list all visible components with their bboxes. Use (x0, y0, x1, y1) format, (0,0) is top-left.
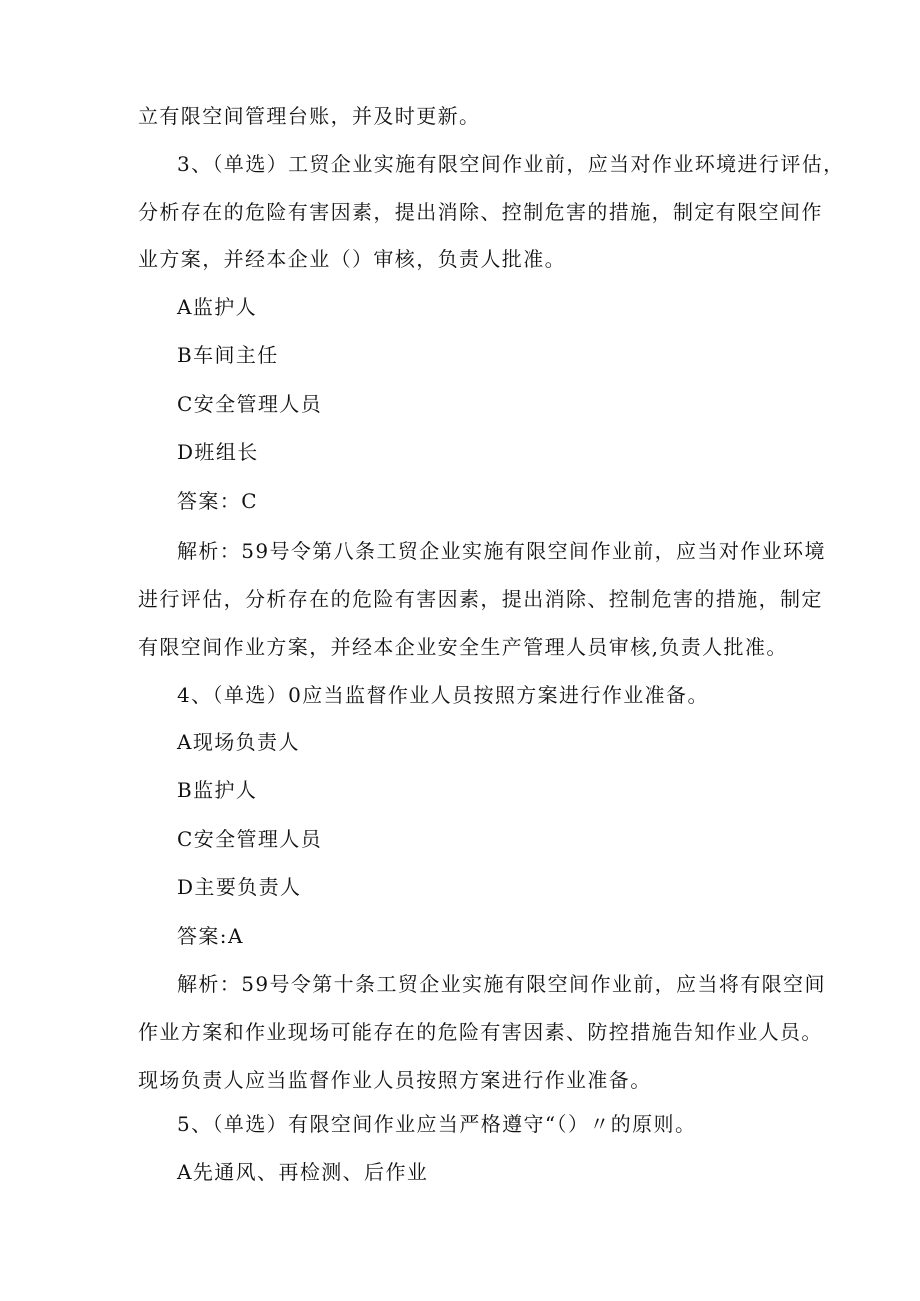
question-4-analysis-line-2: 作业方案和作业现场可能存在的危险有害因素、防控措施告知作业人员。 (138, 1020, 823, 1044)
question-3-analysis-line-2: 进行评估，分析存在的危险有害因素，提出消除、控制危害的措施，制定 (138, 587, 823, 611)
question-3-option-b: B车间主任 (177, 343, 279, 367)
question-3-stem-line-1: 3、（单选）工贸企业实施有限空间作业前，应当对作业环境进行评估， (177, 152, 845, 176)
question-4-option-b: B监护人 (177, 778, 258, 802)
question-4-stem-line-1: 4、（单选）0应当监督作业人员按照方案进行作业准备。 (177, 683, 709, 707)
question-4-option-a: A现场负责人 (177, 730, 300, 754)
question-5-option-a: A先通风、再检测、后作业 (177, 1160, 429, 1184)
question-4-answer: 答案:A (177, 924, 244, 948)
question-4-option-d: D主要负责人 (177, 875, 302, 899)
question-3-analysis-line-1: 解析：59号令第八条工贸企业实施有限空间作业前，应当对作业环境 (177, 539, 826, 563)
question-3-stem-line-3: 业方案，并经本企业（）审核，负责人批准。 (138, 247, 566, 271)
question-3-answer: 答案：C (177, 489, 258, 513)
question-4-analysis-line-3: 现场负责人应当监督作业人员按照方案进行作业准备。 (138, 1068, 652, 1092)
question-3-option-d: D班组长 (177, 440, 259, 464)
question-3-option-c: C安全管理人员 (177, 392, 323, 416)
question-3-option-a: A监护人 (177, 295, 258, 319)
question-5-stem-line-1: 5、（单选）有限空间作业应当严格遵守“（）〃的原则。 (177, 1112, 697, 1136)
question-4-option-c: C安全管理人员 (177, 827, 323, 851)
question-3-analysis-line-3: 有限空间作业方案，并经本企业安全生产管理人员审核,负责人批准。 (138, 635, 788, 659)
question-4-analysis-line-1: 解析：59号令第十条工贸企业实施有限空间作业前，应当将有限空间 (177, 972, 826, 996)
paragraph-continuation: 立有限空间管理台账，并及时更新。 (138, 104, 481, 128)
question-3-stem-line-2: 分析存在的危险有害因素，提出消除、控制危害的措施，制定有限空间作 (138, 200, 823, 224)
